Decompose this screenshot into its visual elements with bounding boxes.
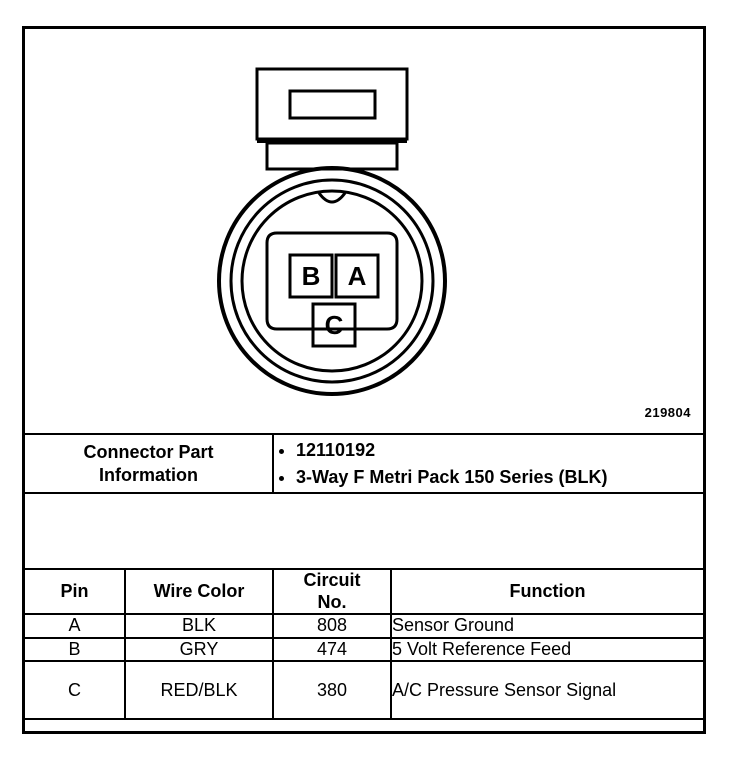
cell-wire-color: GRY	[125, 638, 273, 662]
pin-label-c: C	[324, 310, 344, 340]
cell-wire-color: BLK	[125, 614, 273, 638]
cell-circuit-no: 474	[273, 638, 391, 662]
column-header-circuit-no	[273, 569, 391, 614]
column-header-wire-color: Wire Color	[125, 569, 273, 614]
pin-label-b: B	[301, 261, 321, 291]
cell-circuit-no: 380	[273, 661, 391, 719]
list-item: • 12110192	[296, 439, 703, 462]
table-row	[25, 614, 703, 638]
circuit-no-line2: No.	[317, 591, 347, 612]
connector-info-table	[25, 433, 703, 494]
cell-wire-color: RED/BLK	[125, 661, 273, 719]
cell-function: A/C Pressure Sensor Signal	[391, 661, 703, 719]
connector-part-information-items	[273, 434, 703, 493]
pin-table-header-row	[25, 569, 703, 614]
latch-outer-shape	[257, 69, 407, 139]
connector-illustration	[25, 29, 703, 433]
table-row-connector-part-information	[25, 434, 703, 493]
cpi-label-line2: Information	[99, 464, 198, 485]
connector-drawing-svg	[25, 29, 703, 433]
cell-circuit-no: 808	[273, 614, 391, 638]
pin-label-a: A	[347, 261, 367, 291]
cell-pin: A	[25, 614, 125, 638]
table-row	[25, 661, 703, 719]
figure-id-number: 219804	[644, 405, 691, 420]
cpi-label-line1: Connector Part	[83, 442, 214, 462]
cell-function: 5 Volt Reference Feed	[391, 638, 703, 662]
column-header-function: Function	[391, 569, 703, 614]
list-item: • 3-Way F Metri Pack 150 Series (BLK)	[296, 466, 703, 489]
diagram-frame	[22, 26, 706, 734]
latch-window	[290, 91, 375, 118]
column-header-pin: Pin	[25, 569, 125, 614]
circuit-no-line1: Circuit	[303, 570, 361, 590]
pin-table	[25, 568, 703, 720]
cell-function: Sensor Ground	[391, 614, 703, 638]
connector-part-information-label	[25, 434, 273, 493]
cell-pin: C	[25, 661, 125, 719]
latch-neck	[267, 143, 397, 169]
cell-pin: B	[25, 638, 125, 662]
table-row	[25, 638, 703, 662]
connector-keyway-notch	[319, 193, 345, 202]
